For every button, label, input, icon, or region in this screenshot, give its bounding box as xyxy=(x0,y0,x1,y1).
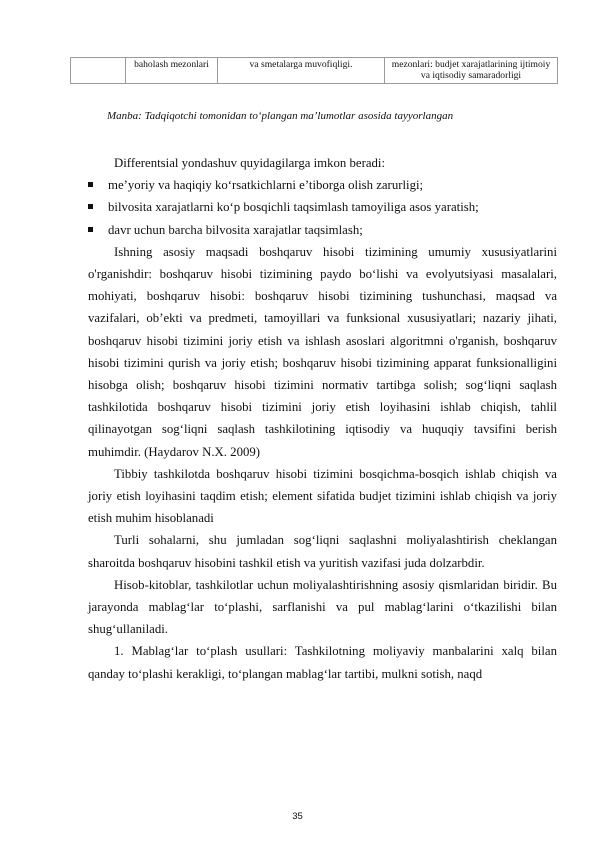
criteria-table-fragment xyxy=(70,57,558,84)
table-cell-compliance: va smetalarga muvofiqligi. xyxy=(218,58,385,84)
table-row xyxy=(71,58,558,84)
paragraph-main-goal: Ishning asosiy maqsadi boshqaruv hisobi tizimining umumiy xususiyatlarini o'rganishdir: boshqaruv hisobi tizimining paydo bo‘lishi va evolyutsiyasi masalalari, mohiyati, boshqaruv hisobi: boshqaruv hisobi tizimining tushunchasi, maqsad va vazifalari, ob’ekti va predmeti, tamoyillari va funksional xususiyatlari; nazariy jihati, boshqaruv hisobi tizimini joriy etish va ishlash asoslari algoritmni o'rganish, boshqaruv hisobi tizimini qurish va joriy etish; boshqaruv hisobi tizimining apparat funksionalligini hisobga olish; boshqaruv hisobi tizimini normativ tartibga solish; sog‘liqni saqlash tashkilotida boshqaruv hisobi tizimini joriy etish loyihasini ishlab chiqish, tahlil qilinayotgan sog‘liqni saqlash tashkilotining iqtisodiy va huquqiy tavsifini berish muhimdir. (Haydarov N.X. 2009) xyxy=(88,244,557,459)
list-item-text: davr uchun barcha bilvosita xarajatlar taqsimlash; xyxy=(108,222,363,237)
paragraph-budget-system: Tibbiy tashkilotda boshqaruv hisobi tizimini bosqichma-bosqich ishlab chiqish va joriy etish loyihasini taqdim etish; element sifatida budjet tizimini ishlab chiqish va joriy etish muhim hisoblanadi xyxy=(88,466,557,526)
square-bullet-icon xyxy=(88,227,93,232)
table-cell-criteria: baholash mezonlari xyxy=(126,58,218,84)
body-text xyxy=(88,152,557,685)
square-bullet-icon xyxy=(88,204,93,209)
list-item xyxy=(88,196,557,218)
paragraph-settlements: Hisob-kitoblar, tashkilotlar uchun moliyalashtirishning asosiy qismlaridan biridir. Bu jarayonda mablag‘lar to‘plashi, sarflanishi va pul mablag‘larini o‘tkazilishi bilan shug‘ullaniladi. xyxy=(88,577,557,637)
paragraph-limited-financing: Turli sohalarni, shu jumladan sog‘liqni saqlashni moliyalashtirish cheklangan sharoitda boshqaruv hisobini tashkil etish va yuritish vazifasi juda dolzarbdir. xyxy=(88,533,557,570)
list-item-text: me’yoriy va haqiqiy ko‘rsatkichlarni e’tiborga olish zarurligi; xyxy=(108,178,424,193)
list-item xyxy=(88,174,557,196)
intro-paragraph: Differentsial yondashuv quyidagilarga imkon beradi: xyxy=(114,156,386,170)
list-item-text: bilvosita xarajatlarni ko‘p bosqichli taqsimlash tamoyiliga asos yaratish; xyxy=(108,200,479,215)
square-bullet-icon xyxy=(88,182,93,187)
list-item xyxy=(88,219,557,241)
paragraph-fundraising-methods: 1. Mablag‘lar to‘plash usullari: Tashkilotning moliyaviy manbalarini xalq bilan qanday to‘plashi kerakligi, to‘plangan mablag‘lar tartibi, mulkni sotish, naqd xyxy=(88,644,557,681)
bullet-list xyxy=(88,174,557,241)
table-cell-empty xyxy=(71,58,126,84)
table-cell-efficiency: mezonlari: budjet xarajatlarining ijtimoiy va iqtisodiy samaradorligi xyxy=(385,58,558,84)
source-note: Manba: Tadqiqotchi tomonidan to‘plangan ma’lumotlar asosida tayyorlangan xyxy=(107,110,454,122)
page-number: 35 xyxy=(292,811,303,822)
